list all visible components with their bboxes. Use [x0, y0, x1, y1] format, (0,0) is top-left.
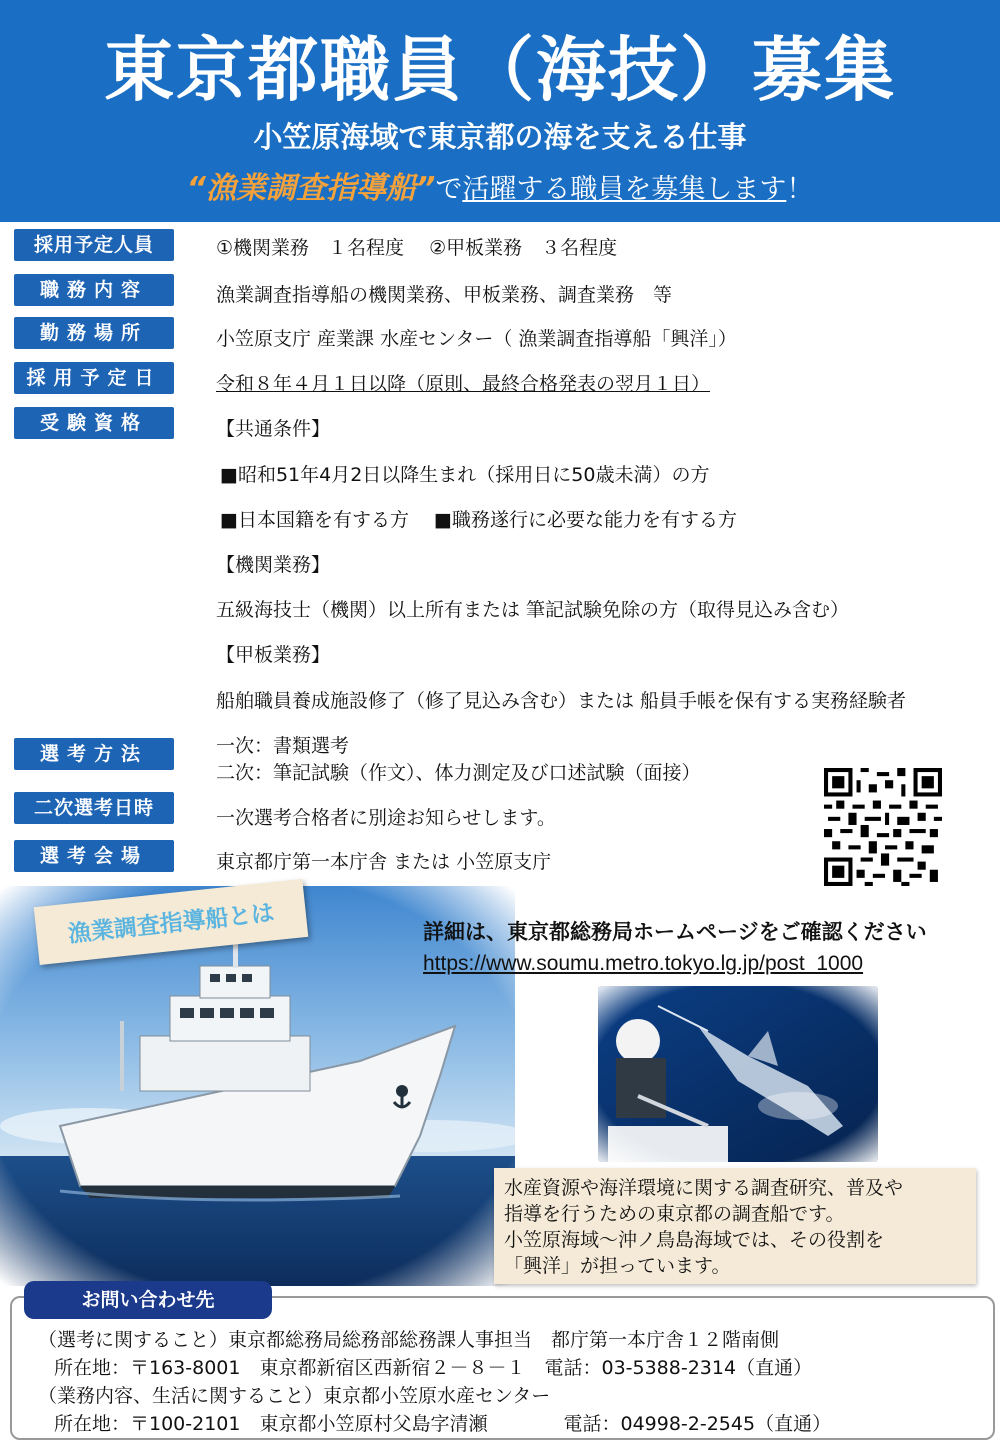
- value-saiyo-bi: 令和８年４月１日以降（原則、最終合格発表の翌月１日）: [216, 373, 711, 395]
- shikaku-kanpan-head: 【甲板業務】: [216, 644, 331, 666]
- shikaku-common-2: ■日本国籍を有する方 ■職務遂行に必要な能力を有する方: [220, 509, 737, 531]
- ship-description-note: [494, 1168, 976, 1284]
- shikaku-kikan-head: 【機関業務】: [216, 554, 331, 576]
- value-niji-nichiji: 一次選考合格者に別途お知らせします。: [216, 807, 556, 829]
- tagline-end: ！: [786, 174, 814, 205]
- contact-line-1: （選考に関すること）東京都総務局総務部総務課人事担当 都庁第一本庁舎１２階南側: [38, 1329, 780, 1351]
- ship-name-quote: “漁業調査指導船”: [186, 171, 436, 206]
- value-shokumu: 漁業調査指導船の機関業務、甲板業務、調査業務 等: [216, 284, 673, 306]
- note-line-3: 小笠原海域～沖ノ鳥島海域では、その役割を: [504, 1229, 885, 1251]
- label-niji-nichiji: 二次選考日時: [14, 792, 174, 824]
- fishing-photo: [598, 986, 878, 1162]
- value-senko-2: 二次：筆記試験（作文）、体力測定及び口述試験（面接）: [216, 762, 701, 784]
- tagline-particle: で: [435, 174, 463, 205]
- label-senko-hoho: 選考方法: [14, 738, 174, 770]
- value-kaijo: 東京都庁第一本庁舎 または 小笠原支庁: [216, 851, 552, 873]
- label-kaijo: 選考会場: [14, 840, 174, 872]
- detail-heading: 詳細は、東京都総務局ホームページをご確認ください: [423, 920, 927, 944]
- page-title: 東京都職員（海技）募集: [104, 29, 896, 111]
- value-senko-1: 一次：書類選考: [216, 735, 350, 757]
- label-shikaku: 受験資格: [14, 407, 174, 439]
- label-kinmu: 勤務場所: [14, 317, 174, 349]
- value-kinmu: 小笠原支庁 産業課 水産センター（ 漁業調査指導船「興洋」）: [216, 328, 737, 350]
- label-saiyo-bi: 採用予定日: [14, 362, 174, 394]
- page-subtitle: 小笠原海域で東京都の海を支える仕事: [253, 120, 747, 154]
- recruit-tagline: [0, 163, 1000, 207]
- note-line-4: 「興洋」が担っています。: [504, 1255, 731, 1277]
- shikaku-common-head: 【共通条件】: [216, 418, 331, 440]
- label-saiyo-ninzu: 採用予定人員: [14, 229, 174, 261]
- detail-url-link[interactable]: https://www.soumu.metro.tokyo.lg.jp/post_1000: [423, 952, 864, 975]
- contact-line-4: 所在地：〒100-2101 東京都小笠原村父島字清瀬 電話：04998-2-2545（直通）: [54, 1413, 832, 1435]
- label-shokumu: 職務内容: [14, 274, 174, 306]
- note-line-2: 指導を行うための東京都の調査船です。: [504, 1203, 845, 1225]
- contact-title: お問い合わせ先: [24, 1281, 272, 1319]
- tagline-underlined: 活躍する職員を募集します: [462, 174, 787, 205]
- shikaku-kikan: 五級海技士（機関）以上所有または 筆記試験免除の方（取得見込み含む）: [216, 599, 850, 621]
- shikaku-common-1: ■昭和51年4月2日以降生まれ（採用日に50歳未満）の方: [220, 464, 710, 486]
- photo-tag-text: 漁業調査指導船とは: [66, 900, 276, 948]
- qr-code-icon[interactable]: [822, 768, 944, 886]
- value-saiyo-ninzu: ①機関業務 １名程度 ②甲板業務 ３名程度: [216, 237, 618, 259]
- header-banner: [0, 0, 1000, 222]
- shikaku-kanpan: 船舶職員養成施設修了（修了見込み含む）または 船員手帳を保有する実務経験者: [216, 690, 907, 712]
- note-line-1: 水産資源や海洋環境に関する調査研究、普及や: [504, 1177, 904, 1199]
- contact-line-2: 所在地：〒163-8001 東京都新宿区西新宿２－８－１ 電話：03-5388-2314（直通）: [54, 1357, 813, 1379]
- contact-line-3: （業務内容、生活に関すること）東京都小笠原水産センター: [38, 1385, 551, 1407]
